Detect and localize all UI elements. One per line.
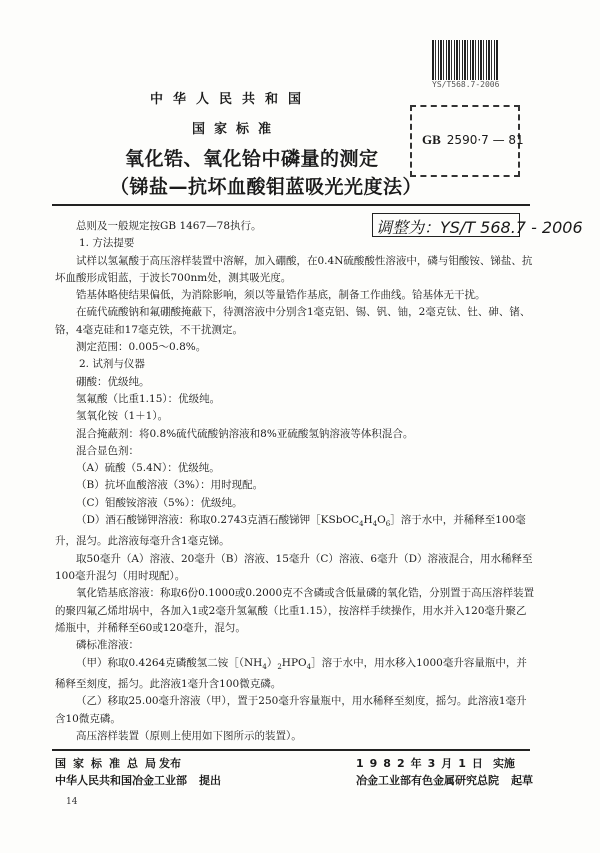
reagent-standard-yi: （乙）移取25.00毫升溶液（甲），置于250毫升容量瓶中，用水稀释至刻度，摇匀。此溶液1毫升含10微克磷。 (55, 695, 527, 725)
section-heading-2: 2. 试剂与仪器 (79, 358, 145, 371)
reagent-d-text-end: ］溶于水中，并稀释至100毫升，混匀。此溶液每毫升含1毫克锑。 (55, 514, 526, 548)
footer-effective-date (356, 755, 515, 771)
issuer-name: 国家标准总局 (55, 757, 163, 770)
footer-proposer (55, 772, 221, 788)
subscript: 2 (277, 662, 282, 671)
reagent-ammonium-hydroxide: 氢氧化铵（1＋1）。 (76, 410, 169, 423)
subscript: 4 (306, 662, 312, 671)
barcode-image (432, 40, 498, 80)
reagent-d-text: （D）酒石酸锑钾溶液：称取0.2743克酒石酸锑钾［KSbOC (76, 514, 360, 527)
barcode-label: YS/T568.7-2006 (432, 80, 500, 89)
drafter-action: 起草 (511, 774, 533, 787)
paragraph-range: 测定范围：0.005～0.8%。 (76, 341, 207, 354)
effective-action: 实施 (492, 757, 515, 770)
standard-jia-text-end: ］溶于水中，用水移入1000毫升容量瓶中，并稀释至刻度，摇匀。此溶液1毫升含100微克磷。 (55, 656, 527, 690)
header-divider (52, 204, 530, 206)
formula-part: ） (266, 656, 278, 669)
standard-jia-text: （甲）称取0.4264克磷酸氢二铵［（NH (76, 656, 263, 669)
reagent-c: （C）钼酸铵溶液（5%）：优级纯。 (76, 496, 243, 509)
subscript: 4 (262, 662, 267, 671)
footer-divider (52, 749, 530, 751)
reagent-color-developer: 混合显色剂： (76, 444, 139, 457)
country-heading: 中华人民共和国 (150, 92, 312, 107)
reagent-d (55, 512, 535, 551)
paragraph-mix-developer: 取50毫升（A）溶液、20毫升（B）溶液、15毫升（C）溶液、6毫升（D）溶液混合，用水稀释至100毫升混匀（用时现配）。 (55, 552, 533, 583)
footer-drafter (356, 772, 533, 788)
paragraph-general: 总则及一般规定按GB 1467—78执行。 (76, 220, 262, 232)
paragraph-apparatus: 高压溶样装置（原则上使用如下图所示的装置）。 (76, 729, 302, 742)
document-subtitle: （锑盐—抗坏血酸钼蓝吸光光度法） (110, 176, 423, 198)
effective-date: 1982年3月1日 (356, 757, 489, 770)
drafter-name: 冶金工业部有色金属研究总院 (356, 774, 499, 787)
reagent-hf: 氢氟酸（比重1.15）：优级纯。 (76, 392, 221, 405)
footer-issuer (55, 755, 181, 771)
reagent-masking-agent: 混合掩蔽剂：将0.8%硫代硫酸钠溶液和8%亚硫酸氢钠溶液等体积混合。 (76, 427, 414, 440)
subscript: 6 (385, 520, 391, 529)
reagent-a: （A）硫酸（5.4N）：优级纯。 (76, 462, 220, 475)
standard-prefix: GB (422, 132, 441, 147)
paragraph-matrix-effect: 锆基体略使结果偏低，为消除影响，须以等量锆作基底，制备工作曲线。铪基体无干扰。 (76, 289, 486, 302)
document-title: 氧化锆、氧化铪中磷量的测定 (125, 148, 379, 170)
proposer-action: 提出 (199, 774, 221, 787)
formula-part: H (363, 514, 373, 527)
standard-code: 2590·7 — 81 (446, 133, 524, 147)
reagent-boric-acid: 硼酸：优级纯。 (76, 375, 150, 388)
issuer-action: 发布 (159, 757, 181, 770)
adjustment-note: 调整为：YS/T 568.7 - 2006 (376, 218, 583, 237)
proposer-name: 中华人民共和国冶金工业部 (55, 774, 187, 787)
document-body (55, 218, 535, 745)
paragraph-interference: 在硫代硫酸钠和氟硼酸掩蔽下，待测溶液中分别含1毫克铝、锡、钒、铀，2毫克钛、钍、砷、锗、铬，4毫克硅和17毫克铁，不干扰测定。 (55, 306, 531, 336)
reagent-phosphorus-standard: 磷标准溶液： (76, 639, 139, 652)
formula-part: HPO (281, 656, 307, 669)
paragraph-method-summary: 试样以氢氟酸于高压溶样装置中溶解，加入硼酸，在0.4N硫酸酸性溶液中，磷与钼酸铵、锑盐、抗坏血酸形成钼蓝，于波长700nm处，测其吸光度。 (55, 254, 533, 284)
subscript: 4 (359, 520, 364, 529)
standard-type-heading: 国家标准 (192, 122, 281, 137)
section-heading-1: 1. 方法提要 (79, 237, 135, 250)
subscript: 4 (372, 520, 378, 529)
standard-number (422, 132, 524, 148)
page-number: 14 (66, 797, 78, 807)
reagent-standard-jia (55, 655, 535, 694)
reagent-b: （B）抗坏血酸溶液（3%）：用时现配。 (76, 479, 264, 492)
reagent-zirconia-base: 氧化锆基底溶液：称取6份0.1000或0.2000克不含磷或含低量磷的氧化锆，分别置于高压溶样装置的聚四氟乙烯坩埚中，各加入1或2毫升氢氟酸（比重1.15），按溶样手续操作，用水并入120毫升聚乙烯瓶中，并稀释至60或120毫升，混匀。 (55, 587, 535, 634)
formula-part: O (377, 514, 386, 527)
